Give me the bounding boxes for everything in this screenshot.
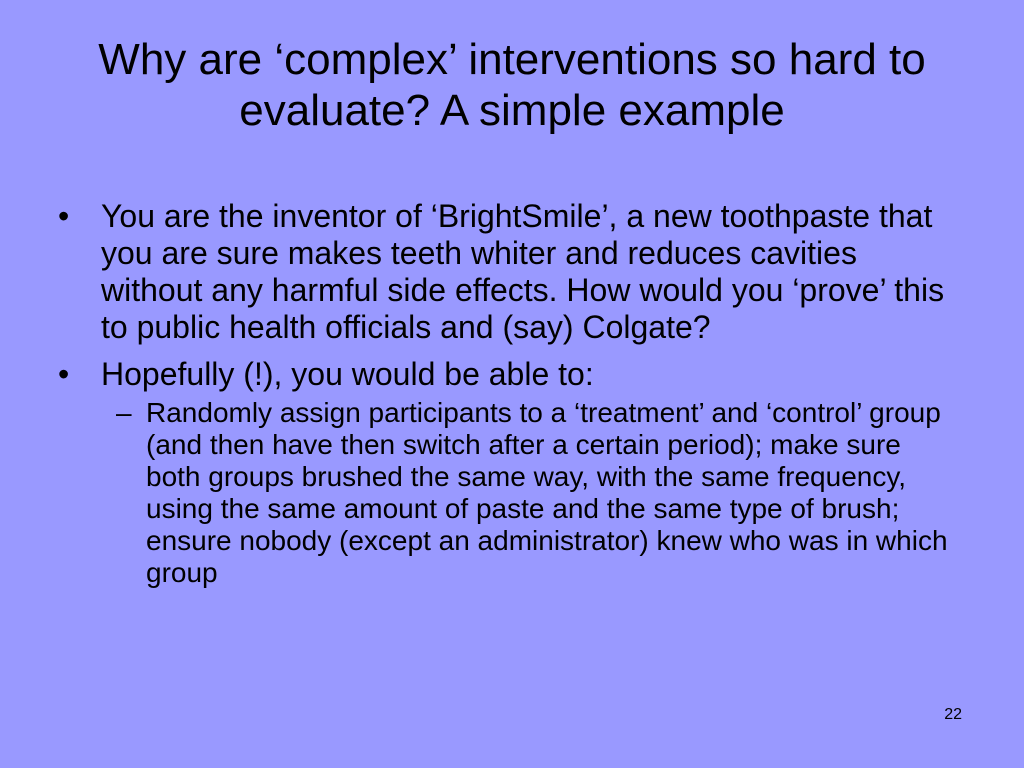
page-number: 22 [944,706,962,723]
dash-icon: – [116,397,132,428]
bullet-icon: • [58,198,70,234]
slide-body [58,198,958,589]
bullet-item [58,356,958,393]
bullet-text: You are the inventor of ‘BrightSmile’, a new toothpaste that you are sure makes teeth whiter and reduces cavities without any harmful side effects. How would you ‘prove’ this to public health officials and (say) Colgate? [101,198,945,345]
bullet-icon: • [58,356,70,392]
bullet-item [58,198,958,346]
sub-bullet-text: Randomly assign participants to a ‘treatment’ and ‘control’ group (and then have then switch after a certain period); make sure both groups brushed the same way, with the same frequency, using the same amount of paste and the same type of brush; ensure nobody (except an administrator) knew who was in which group [146,397,948,588]
sub-bullet-item [58,397,958,589]
slide-title: Why are ‘complex’ interventions so hard to evaluate? A simple example [98,35,926,135]
bullet-text: Hopefully (!), you would be able to: [101,356,594,392]
